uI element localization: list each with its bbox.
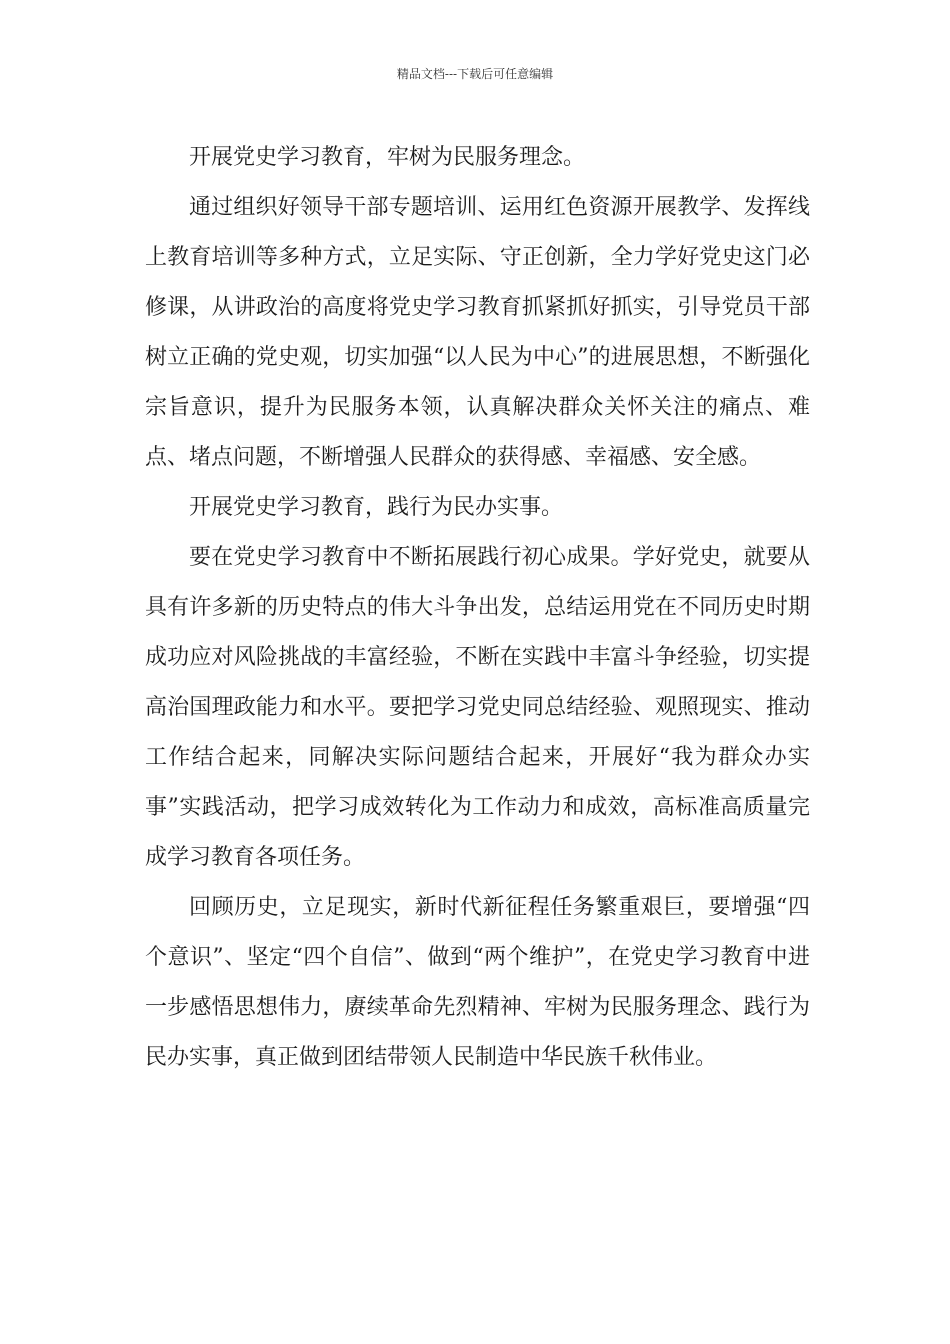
document-body	[145, 133, 810, 1083]
paragraph-heading-2: 开展党史学习教育，践行为民办实事。	[189, 495, 564, 520]
page-header: 精品文档---下载后可任意编辑	[396, 67, 554, 81]
paragraph-1: 通过组织好领导干部专题培训、运用红色资源开展教学、发挥线上教育培训等多种方式，立足实际、守正创新，全力学好党史这门必修课，从讲政治的高度将党史学习教育抓紧抓好抓实，引导党员干部树立正确的党史观，切实加强“以人民为中心”的进展思想，不断强化宗旨意识，提升为民服务本领，认真解决群众关怀关注的痛点、难点、堵点问题，不断增强人民群众的获得感、幸福感、安全感。	[145, 195, 810, 470]
paragraph-3: 回顾历史，立足现实，新时代新征程任务繁重艰巨，要增强“四个意识”、坚定“四个自信”、做到“两个维护”，在党史学习教育中进一步感悟思想伟力，赓续革命先烈精神、牢树为民服务理念、践行为民办实事，真正做到团结带领人民制造中华民族千秋伟业。	[145, 895, 810, 1070]
paragraph-heading-1: 开展党史学习教育，牢树为民服务理念。	[189, 145, 586, 170]
paragraph-2: 要在党史学习教育中不断拓展践行初心成果。学好党史，就要从具有许多新的历史特点的伟大斗争出发，总结运用党在不同历史时期成功应对风险挑战的丰富经验，不断在实践中丰富斗争经验，切实提高治国理政能力和水平。要把学习党史同总结经验、观照现实、推动工作结合起来，同解决实际问题结合起来，开展好“我为群众办实事”实践活动，把学习成效转化为工作动力和成效，高标准高质量完成学习教育各项任务。	[145, 545, 810, 870]
